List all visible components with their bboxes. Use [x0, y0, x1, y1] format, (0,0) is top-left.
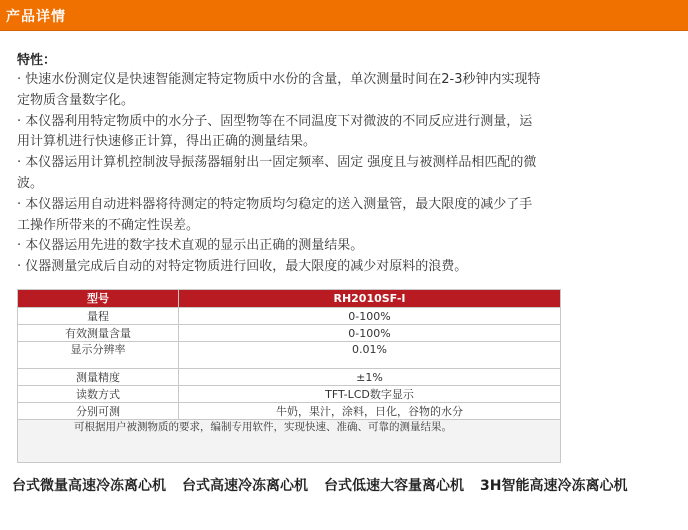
spec-table-header — [18, 290, 561, 308]
features-title: 特性： — [17, 53, 57, 68]
table-note-row — [18, 420, 561, 463]
table-row — [18, 342, 561, 369]
spec-header-label: 型号 — [18, 290, 179, 308]
spec-table — [17, 289, 561, 463]
spec-label: 测量精度 — [18, 369, 179, 386]
related-products — [8, 475, 678, 497]
spec-label: 量程 — [18, 308, 179, 325]
table-row — [18, 403, 561, 420]
feature-line: · 快速水份测定仪是快速智能测定特定物质中水份的含量，单次测量时间在2-3秒钟内实现特 — [17, 72, 541, 87]
spec-note: 可根据用户被测物质的要求，编制专用软件，实现快速、准确、可靠的测量结果。 — [18, 420, 561, 463]
feature-line: 工操作所带来的不确定性误差。 — [17, 217, 200, 233]
section-title: 产品详情 — [6, 9, 66, 25]
spec-value: ±1% — [179, 369, 561, 386]
related-product-link[interactable]: 台式低速大容量离心机 — [324, 478, 464, 494]
feature-line: 用计算机进行快速修正计算，得出正确的测量结果。 — [17, 134, 317, 150]
feature-line: · 仪器测量完成后自动的对特定物质进行回收，最大限度的减少对原料的浪费。 — [17, 259, 468, 275]
feature-line: · 本仪器利用特定物质中的水分子、固型物等在不同温度下对微波的不同反应进行测量，运 — [17, 113, 533, 129]
feature-line: · 本仪器运用计算机控制波导振荡器辐射出一固定频率、固定 强度且与被测样品相匹配的微 — [17, 155, 537, 171]
related-product-link[interactable]: 台式微量高速冷冻离心机 — [12, 478, 166, 494]
table-row — [18, 369, 561, 386]
spec-label: 显示分辨率 — [18, 342, 179, 369]
table-row — [18, 325, 561, 342]
spec-value: TFT-LCD数字显示 — [179, 386, 561, 403]
feature-line: 波。 — [17, 175, 44, 191]
table-row — [18, 308, 561, 325]
spec-label: 读数方式 — [18, 386, 179, 403]
feature-line: · 本仪器运用自动进料器将待测定的特定物质均匀稳定的送入测量管，最大限度的减少了手 — [17, 196, 533, 212]
table-row — [18, 386, 561, 403]
spec-header-value: RH2010SF-I — [179, 290, 561, 308]
feature-line: · 本仪器运用先进的数字技术直观的显示出正确的测量结果。 — [17, 238, 364, 254]
spec-value: 牛奶，果汁，涂料，日化，谷物的水分 — [179, 403, 561, 420]
related-product-link[interactable]: 台式高速冷冻离心机 — [182, 478, 308, 494]
spec-value: 0-100% — [179, 308, 561, 325]
features-section — [17, 52, 597, 278]
spec-label: 分别可测 — [18, 403, 179, 420]
spec-label: 有效测量含量 — [18, 325, 179, 342]
related-product-link[interactable]: 3H智能高速冷冻离心机 — [480, 478, 628, 494]
feature-line: 定物质含量数字化。 — [17, 92, 135, 108]
spec-value: 0.01% — [179, 342, 561, 369]
spec-value: 0-100% — [179, 325, 561, 342]
section-header — [0, 0, 688, 31]
